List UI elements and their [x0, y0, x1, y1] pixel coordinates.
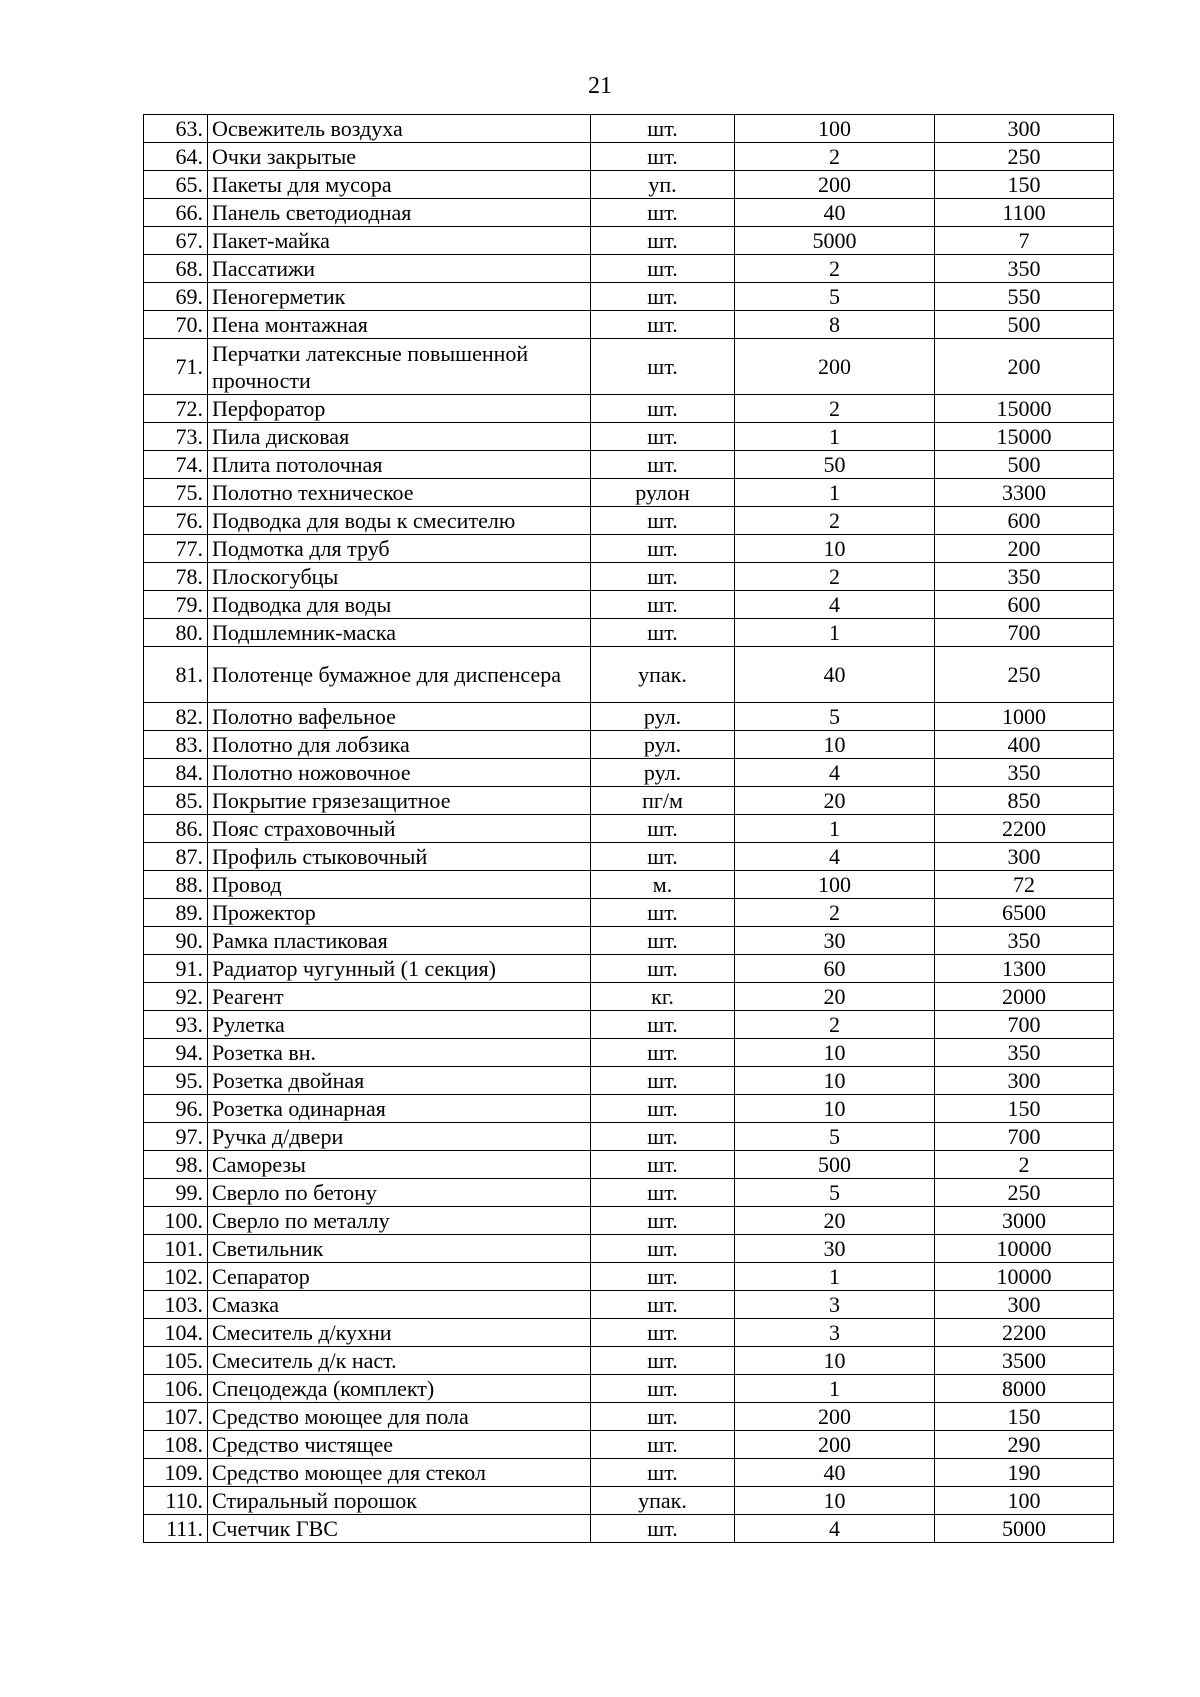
- unit-cell: шт.: [591, 311, 735, 339]
- table-row: [144, 507, 1114, 535]
- row-number-cell: 74.: [144, 451, 208, 479]
- quantity-cell: 30: [735, 1235, 935, 1263]
- quantity-cell: 3: [735, 1291, 935, 1319]
- quantity-cell: 1: [735, 1263, 935, 1291]
- quantity-cell: 30: [735, 927, 935, 955]
- quantity-cell: 8: [735, 311, 935, 339]
- item-name-cell: Полотно для лобзика: [208, 731, 591, 759]
- quantity-cell: 4: [735, 1515, 935, 1543]
- table-row: [144, 1123, 1114, 1151]
- unit-cell: шт.: [591, 255, 735, 283]
- unit-cell: шт.: [591, 1067, 735, 1095]
- row-number-cell: 107.: [144, 1403, 208, 1431]
- quantity-cell: 5000: [735, 227, 935, 255]
- table-row: [144, 703, 1114, 731]
- item-name-cell: Полотно вафельное: [208, 703, 591, 731]
- quantity-cell: 500: [735, 1151, 935, 1179]
- table-row: [144, 1095, 1114, 1123]
- table-row: [144, 563, 1114, 591]
- quantity-cell: 4: [735, 843, 935, 871]
- row-number-cell: 72.: [144, 395, 208, 423]
- item-name-cell: Пассатижи: [208, 255, 591, 283]
- unit-cell: шт.: [591, 143, 735, 171]
- table-row: [144, 899, 1114, 927]
- unit-cell: м.: [591, 871, 735, 899]
- quantity-cell: 10: [735, 1067, 935, 1095]
- row-number-cell: 101.: [144, 1235, 208, 1263]
- unit-cell: шт.: [591, 1151, 735, 1179]
- row-number-cell: 84.: [144, 759, 208, 787]
- unit-cell: шт.: [591, 927, 735, 955]
- item-name-cell: Счетчик ГВС: [208, 1515, 591, 1543]
- price-cell: 700: [935, 1123, 1114, 1151]
- price-cell: 15000: [935, 395, 1114, 423]
- unit-cell: рул.: [591, 759, 735, 787]
- item-name-cell: Реагент: [208, 983, 591, 1011]
- quantity-cell: 3: [735, 1319, 935, 1347]
- item-name-cell: Смеситель д/к наст.: [208, 1347, 591, 1375]
- table-row: [144, 1375, 1114, 1403]
- row-number-cell: 88.: [144, 871, 208, 899]
- unit-cell: кг.: [591, 983, 735, 1011]
- row-number-cell: 68.: [144, 255, 208, 283]
- table-row: [144, 1263, 1114, 1291]
- table-row: [144, 1319, 1114, 1347]
- table-row: [144, 1431, 1114, 1459]
- quantity-cell: 5: [735, 1123, 935, 1151]
- item-name-cell: Подводка для воды к смесителю: [208, 507, 591, 535]
- item-name-cell: Сверло по металлу: [208, 1207, 591, 1235]
- quantity-cell: 200: [735, 1403, 935, 1431]
- unit-cell: шт.: [591, 1347, 735, 1375]
- table-row: [144, 1039, 1114, 1067]
- table-row: [144, 731, 1114, 759]
- table-row: [144, 1515, 1114, 1543]
- quantity-cell: 10: [735, 535, 935, 563]
- table-row: [144, 1207, 1114, 1235]
- unit-cell: шт.: [591, 227, 735, 255]
- row-number-cell: 110.: [144, 1487, 208, 1515]
- unit-cell: шт.: [591, 563, 735, 591]
- row-number-cell: 90.: [144, 927, 208, 955]
- table-row: [144, 1487, 1114, 1515]
- item-name-cell: Подмотка для труб: [208, 535, 591, 563]
- price-cell: 700: [935, 1011, 1114, 1039]
- price-cell: 200: [935, 339, 1114, 395]
- price-cell: 600: [935, 591, 1114, 619]
- unit-cell: шт.: [591, 1235, 735, 1263]
- item-name-cell: Полотно техническое: [208, 479, 591, 507]
- row-number-cell: 81.: [144, 647, 208, 703]
- quantity-cell: 5: [735, 1179, 935, 1207]
- item-name-cell: Средство чистящее: [208, 1431, 591, 1459]
- price-cell: 6500: [935, 899, 1114, 927]
- row-number-cell: 77.: [144, 535, 208, 563]
- unit-cell: шт.: [591, 1291, 735, 1319]
- row-number-cell: 104.: [144, 1319, 208, 1347]
- row-number-cell: 96.: [144, 1095, 208, 1123]
- table-row: [144, 255, 1114, 283]
- table-row: [144, 787, 1114, 815]
- item-name-cell: Стиральный порошок: [208, 1487, 591, 1515]
- price-cell: 3500: [935, 1347, 1114, 1375]
- item-name-cell: Подводка для воды: [208, 591, 591, 619]
- item-name-cell: Пояс страховочный: [208, 815, 591, 843]
- unit-cell: шт.: [591, 591, 735, 619]
- table-row: [144, 451, 1114, 479]
- quantity-cell: 4: [735, 759, 935, 787]
- table-row: [144, 143, 1114, 171]
- item-name-cell: Пила дисковая: [208, 423, 591, 451]
- price-cell: 150: [935, 171, 1114, 199]
- quantity-cell: 2: [735, 563, 935, 591]
- unit-cell: шт.: [591, 1039, 735, 1067]
- row-number-cell: 99.: [144, 1179, 208, 1207]
- item-name-cell: Плита потолочная: [208, 451, 591, 479]
- item-name-cell: Провод: [208, 871, 591, 899]
- unit-cell: упак.: [591, 1487, 735, 1515]
- price-cell: 350: [935, 563, 1114, 591]
- table-row: [144, 1347, 1114, 1375]
- unit-cell: шт.: [591, 899, 735, 927]
- table-row: [144, 955, 1114, 983]
- price-cell: 2000: [935, 983, 1114, 1011]
- price-cell: 250: [935, 143, 1114, 171]
- quantity-cell: 60: [735, 955, 935, 983]
- table-row: [144, 647, 1114, 703]
- item-name-cell: Сепаратор: [208, 1263, 591, 1291]
- row-number-cell: 82.: [144, 703, 208, 731]
- price-cell: 250: [935, 1179, 1114, 1207]
- unit-cell: шт.: [591, 955, 735, 983]
- price-cell: 350: [935, 255, 1114, 283]
- unit-cell: шт.: [591, 395, 735, 423]
- row-number-cell: 75.: [144, 479, 208, 507]
- quantity-cell: 4: [735, 591, 935, 619]
- unit-cell: шт.: [591, 451, 735, 479]
- quantity-cell: 1: [735, 479, 935, 507]
- row-number-cell: 94.: [144, 1039, 208, 1067]
- quantity-cell: 1: [735, 1375, 935, 1403]
- table-row: [144, 1403, 1114, 1431]
- table-row: [144, 311, 1114, 339]
- table-row: [144, 339, 1114, 395]
- item-name-cell: Полотенце бумажное для диспенсера: [208, 647, 591, 703]
- unit-cell: шт.: [591, 815, 735, 843]
- quantity-cell: 20: [735, 983, 935, 1011]
- row-number-cell: 98.: [144, 1151, 208, 1179]
- unit-cell: рул.: [591, 703, 735, 731]
- price-cell: 15000: [935, 423, 1114, 451]
- price-cell: 150: [935, 1095, 1114, 1123]
- price-cell: 8000: [935, 1375, 1114, 1403]
- item-name-cell: Перфоратор: [208, 395, 591, 423]
- quantity-cell: 2: [735, 507, 935, 535]
- row-number-cell: 63.: [144, 115, 208, 143]
- unit-cell: шт.: [591, 1179, 735, 1207]
- row-number-cell: 108.: [144, 1431, 208, 1459]
- quantity-cell: 2: [735, 143, 935, 171]
- row-number-cell: 111.: [144, 1515, 208, 1543]
- table-row: [144, 227, 1114, 255]
- row-number-cell: 95.: [144, 1067, 208, 1095]
- table-row: [144, 983, 1114, 1011]
- row-number-cell: 106.: [144, 1375, 208, 1403]
- quantity-cell: 5: [735, 703, 935, 731]
- table-row: [144, 199, 1114, 227]
- item-name-cell: Освежитель воздуха: [208, 115, 591, 143]
- price-cell: 300: [935, 1291, 1114, 1319]
- quantity-cell: 100: [735, 115, 935, 143]
- unit-cell: шт.: [591, 1095, 735, 1123]
- row-number-cell: 69.: [144, 283, 208, 311]
- item-name-cell: Ручка д/двери: [208, 1123, 591, 1151]
- quantity-cell: 20: [735, 1207, 935, 1235]
- price-cell: 3000: [935, 1207, 1114, 1235]
- unit-cell: шт.: [591, 1319, 735, 1347]
- price-cell: 300: [935, 1067, 1114, 1095]
- item-name-cell: Плоскогубцы: [208, 563, 591, 591]
- price-cell: 2200: [935, 1319, 1114, 1347]
- row-number-cell: 100.: [144, 1207, 208, 1235]
- quantity-cell: 200: [735, 339, 935, 395]
- quantity-cell: 50: [735, 451, 935, 479]
- quantity-cell: 40: [735, 199, 935, 227]
- table-row: [144, 619, 1114, 647]
- item-name-cell: Смазка: [208, 1291, 591, 1319]
- price-cell: 300: [935, 843, 1114, 871]
- row-number-cell: 105.: [144, 1347, 208, 1375]
- item-name-cell: Саморезы: [208, 1151, 591, 1179]
- item-name-cell: Профиль стыковочный: [208, 843, 591, 871]
- unit-cell: шт.: [591, 423, 735, 451]
- price-cell: 150: [935, 1403, 1114, 1431]
- unit-cell: пг/м: [591, 787, 735, 815]
- table-row: [144, 1151, 1114, 1179]
- table-row: [144, 1235, 1114, 1263]
- item-name-cell: Смеситель д/кухни: [208, 1319, 591, 1347]
- price-cell: 850: [935, 787, 1114, 815]
- unit-cell: шт.: [591, 1263, 735, 1291]
- item-name-cell: Сверло по бетону: [208, 1179, 591, 1207]
- table-row: [144, 843, 1114, 871]
- table-row: [144, 1179, 1114, 1207]
- price-cell: 10000: [935, 1263, 1114, 1291]
- row-number-cell: 109.: [144, 1459, 208, 1487]
- unit-cell: упак.: [591, 647, 735, 703]
- price-cell: 500: [935, 451, 1114, 479]
- price-cell: 10000: [935, 1235, 1114, 1263]
- price-cell: 290: [935, 1431, 1114, 1459]
- table-row: [144, 1067, 1114, 1095]
- row-number-cell: 70.: [144, 311, 208, 339]
- item-name-cell: Светильник: [208, 1235, 591, 1263]
- price-cell: 500: [935, 311, 1114, 339]
- items-table: [143, 114, 1114, 1543]
- row-number-cell: 87.: [144, 843, 208, 871]
- item-name-cell: Полотно ножовочное: [208, 759, 591, 787]
- row-number-cell: 73.: [144, 423, 208, 451]
- page-number: 21: [588, 73, 612, 99]
- row-number-cell: 91.: [144, 955, 208, 983]
- quantity-cell: 5: [735, 283, 935, 311]
- quantity-cell: 200: [735, 1431, 935, 1459]
- unit-cell: шт.: [591, 507, 735, 535]
- unit-cell: шт.: [591, 843, 735, 871]
- quantity-cell: 40: [735, 1459, 935, 1487]
- item-name-cell: Рулетка: [208, 1011, 591, 1039]
- table-row: [144, 591, 1114, 619]
- price-cell: 1300: [935, 955, 1114, 983]
- item-name-cell: Средство моющее для стекол: [208, 1459, 591, 1487]
- table-row: [144, 395, 1114, 423]
- table-row: [144, 759, 1114, 787]
- price-cell: 300: [935, 115, 1114, 143]
- table-row: [144, 283, 1114, 311]
- item-name-cell: Пакет-майка: [208, 227, 591, 255]
- quantity-cell: 10: [735, 1039, 935, 1067]
- quantity-cell: 2: [735, 395, 935, 423]
- row-number-cell: 89.: [144, 899, 208, 927]
- row-number-cell: 65.: [144, 171, 208, 199]
- table-row: [144, 1011, 1114, 1039]
- table-row: [144, 1459, 1114, 1487]
- unit-cell: шт.: [591, 199, 735, 227]
- item-name-cell: Покрытие грязезащитное: [208, 787, 591, 815]
- row-number-cell: 76.: [144, 507, 208, 535]
- unit-cell: шт.: [591, 1515, 735, 1543]
- item-name-cell: Прожектор: [208, 899, 591, 927]
- price-cell: 1100: [935, 199, 1114, 227]
- quantity-cell: 10: [735, 1095, 935, 1123]
- item-name-cell: Спецодежда (комплект): [208, 1375, 591, 1403]
- row-number-cell: 102.: [144, 1263, 208, 1291]
- unit-cell: рулон: [591, 479, 735, 507]
- item-name-cell: Пакеты для мусора: [208, 171, 591, 199]
- price-cell: 3300: [935, 479, 1114, 507]
- item-name-cell: Пена монтажная: [208, 311, 591, 339]
- price-cell: 600: [935, 507, 1114, 535]
- price-cell: 2200: [935, 815, 1114, 843]
- item-name-cell: Розетка двойная: [208, 1067, 591, 1095]
- price-cell: 1000: [935, 703, 1114, 731]
- table-row: [144, 171, 1114, 199]
- quantity-cell: 2: [735, 1011, 935, 1039]
- quantity-cell: 10: [735, 731, 935, 759]
- item-name-cell: Средство моющее для пола: [208, 1403, 591, 1431]
- quantity-cell: 10: [735, 1487, 935, 1515]
- unit-cell: шт.: [591, 283, 735, 311]
- unit-cell: шт.: [591, 1403, 735, 1431]
- price-cell: 350: [935, 759, 1114, 787]
- quantity-cell: 10: [735, 1347, 935, 1375]
- price-cell: 700: [935, 619, 1114, 647]
- item-name-cell: Розетка одинарная: [208, 1095, 591, 1123]
- quantity-cell: 200: [735, 171, 935, 199]
- unit-cell: шт.: [591, 1431, 735, 1459]
- row-number-cell: 67.: [144, 227, 208, 255]
- price-cell: 250: [935, 647, 1114, 703]
- unit-cell: шт.: [591, 1011, 735, 1039]
- price-cell: 350: [935, 1039, 1114, 1067]
- price-cell: 400: [935, 731, 1114, 759]
- table-row: [144, 927, 1114, 955]
- unit-cell: шт.: [591, 1375, 735, 1403]
- row-number-cell: 86.: [144, 815, 208, 843]
- item-name-cell: Розетка вн.: [208, 1039, 591, 1067]
- price-cell: 100: [935, 1487, 1114, 1515]
- unit-cell: шт.: [591, 619, 735, 647]
- unit-cell: рул.: [591, 731, 735, 759]
- table-row: [144, 115, 1114, 143]
- price-cell: 190: [935, 1459, 1114, 1487]
- table-row: [144, 479, 1114, 507]
- row-number-cell: 78.: [144, 563, 208, 591]
- row-number-cell: 80.: [144, 619, 208, 647]
- row-number-cell: 97.: [144, 1123, 208, 1151]
- row-number-cell: 83.: [144, 731, 208, 759]
- price-cell: 350: [935, 927, 1114, 955]
- item-name-cell: Очки закрытые: [208, 143, 591, 171]
- unit-cell: шт.: [591, 115, 735, 143]
- row-number-cell: 85.: [144, 787, 208, 815]
- unit-cell: шт.: [591, 1123, 735, 1151]
- quantity-cell: 20: [735, 787, 935, 815]
- unit-cell: уп.: [591, 171, 735, 199]
- table-row: [144, 871, 1114, 899]
- row-number-cell: 64.: [144, 143, 208, 171]
- item-name-cell: Подшлемник-маска: [208, 619, 591, 647]
- price-cell: 72: [935, 871, 1114, 899]
- row-number-cell: 71.: [144, 339, 208, 395]
- quantity-cell: 1: [735, 815, 935, 843]
- quantity-cell: 1: [735, 423, 935, 451]
- item-name-cell: Панель светодиодная: [208, 199, 591, 227]
- price-cell: 5000: [935, 1515, 1114, 1543]
- unit-cell: шт.: [591, 1207, 735, 1235]
- row-number-cell: 79.: [144, 591, 208, 619]
- price-cell: 550: [935, 283, 1114, 311]
- table-row: [144, 423, 1114, 451]
- quantity-cell: 40: [735, 647, 935, 703]
- items-table-body: [144, 115, 1114, 1543]
- table-row: [144, 535, 1114, 563]
- quantity-cell: 100: [735, 871, 935, 899]
- item-name-cell: Перчатки латексные повышенной прочности: [208, 339, 591, 395]
- row-number-cell: 103.: [144, 1291, 208, 1319]
- item-name-cell: Радиатор чугунный (1 секция): [208, 955, 591, 983]
- price-cell: 200: [935, 535, 1114, 563]
- quantity-cell: 2: [735, 255, 935, 283]
- table-row: [144, 815, 1114, 843]
- unit-cell: шт.: [591, 535, 735, 563]
- row-number-cell: 66.: [144, 199, 208, 227]
- item-name-cell: Рамка пластиковая: [208, 927, 591, 955]
- row-number-cell: 93.: [144, 1011, 208, 1039]
- unit-cell: шт.: [591, 339, 735, 395]
- quantity-cell: 2: [735, 899, 935, 927]
- price-cell: 7: [935, 227, 1114, 255]
- item-name-cell: Пеногерметик: [208, 283, 591, 311]
- unit-cell: шт.: [591, 1459, 735, 1487]
- row-number-cell: 92.: [144, 983, 208, 1011]
- table-row: [144, 1291, 1114, 1319]
- quantity-cell: 1: [735, 619, 935, 647]
- price-cell: 2: [935, 1151, 1114, 1179]
